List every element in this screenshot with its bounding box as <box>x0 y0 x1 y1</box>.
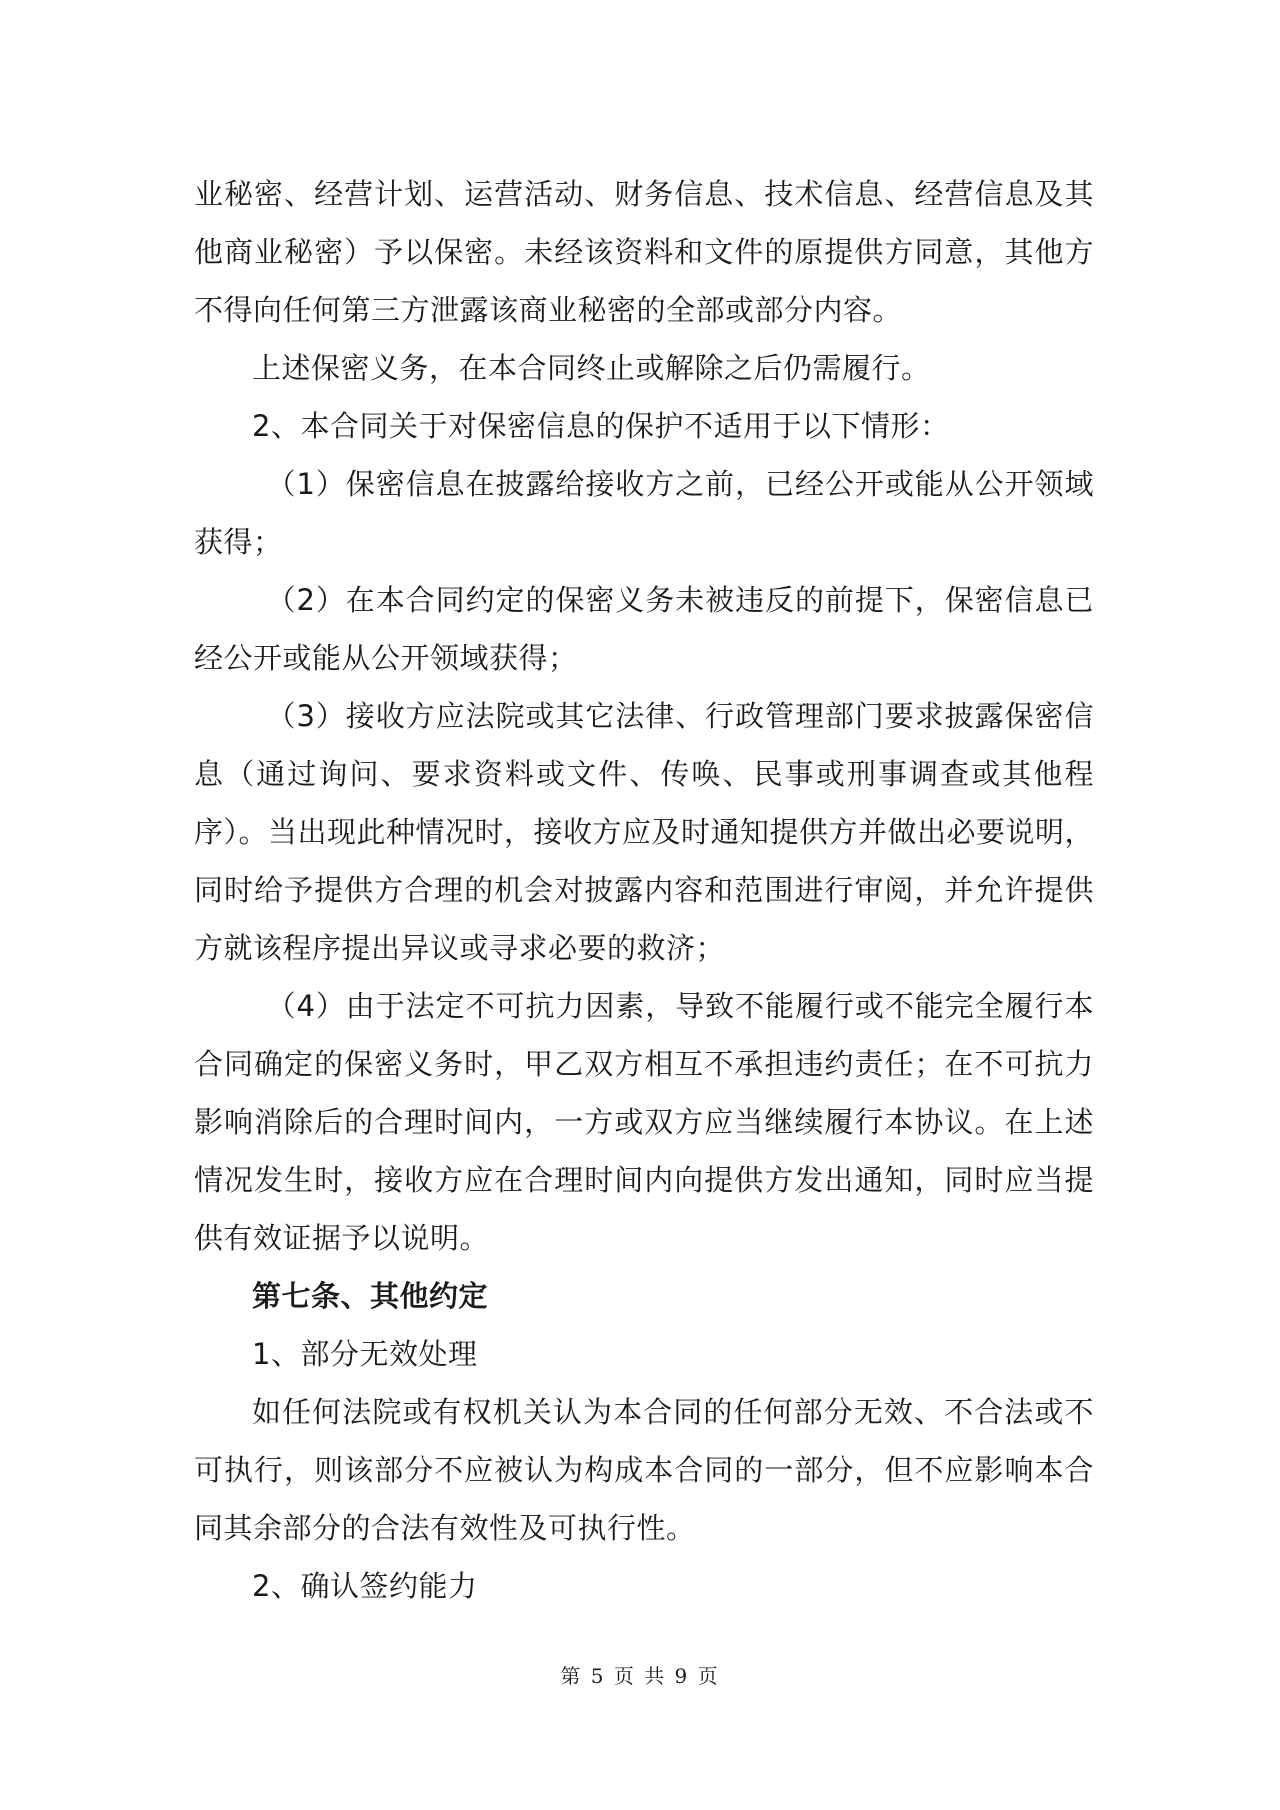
paragraph-exception-3: （3）接收方应法院或其它法律、行政管理部门要求披露保密信息（通过询问、要求资料或文件、传唤、民事或刑事调查或其他程序）。当出现此种情况时，接收方应及时通知提供方并做出必要说明，同时给予提供方合理的机会对披露内容和范围进行审阅，并允许提供方就该程序提出异议或寻求必要的救济； <box>194 699 1095 965</box>
paragraph-exceptions-intro: 2、本合同关于对保密信息的保护不适用于以下情形： <box>252 409 950 443</box>
document-body <box>194 165 1094 1615</box>
paragraph-trade-secret-continuation: 业秘密、经营计划、运营活动、财务信息、技术信息、经营信息及其他商业秘密）予以保密。未经该资料和文件的原提供方同意，其他方不得向任何第三方泄露该商业秘密的全部或部分内容。 <box>194 177 1094 327</box>
section-heading-article-7: 第七条、其他约定 <box>252 1279 489 1313</box>
paragraph-exception-4: （4）由于法定不可抗力因素，导致不能履行或不能完全履行本合同确定的保密义务时，甲乙双方相互不承担违约责任；在不可抗力影响消除后的合理时间内，一方或双方应当继续履行本协议。在上述情况发生时，接收方应在合理时间内向提供方发出通知，同时应当提供有效证据予以说明。 <box>194 989 1094 1255</box>
paragraph-obligation-survives: 上述保密义务，在本合同终止或解除之后仍需履行。 <box>252 351 931 385</box>
subheading-signing-capacity: 2、确认签约能力 <box>252 1569 478 1603</box>
paragraph-partial-invalidity: 如任何法院或有权机关认为本合同的任何部分无效、不合法或不可执行，则该部分不应被认为构成本合同的一部分，但不应影响本合同其余部分的合法有效性及可执行性。 <box>194 1395 1094 1545</box>
paragraph-exception-2: （2）在本合同约定的保密义务未被违反的前提下，保密信息已经公开或能从公开领域获得； <box>194 583 1094 675</box>
paragraph-exception-1: （1）保密信息在披露给接收方之前，已经公开或能从公开领域获得； <box>194 467 1094 559</box>
page-number-footer: 第 5 页 共 9 页 <box>560 1664 720 1688</box>
subheading-partial-invalidity: 1、部分无效处理 <box>252 1337 478 1371</box>
